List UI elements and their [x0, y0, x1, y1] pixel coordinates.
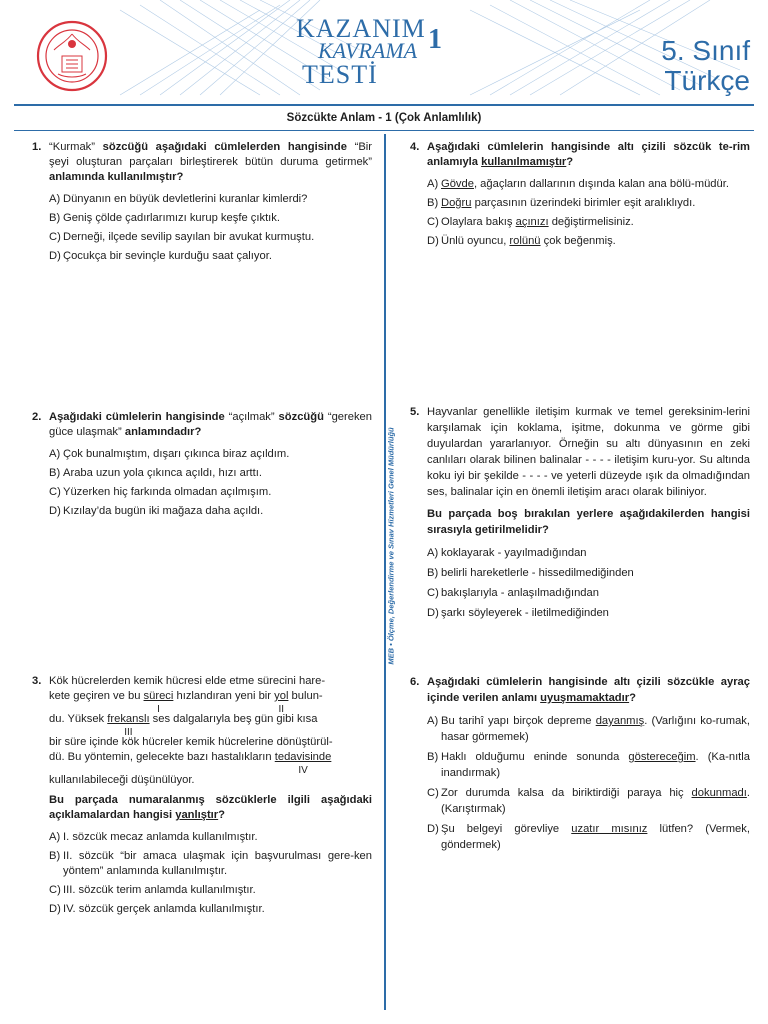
option-a[interactable]: A) Bu tarihî yapı birçok depreme dayanmış. (Varlığını ko-rumak, hasar görmemek): [427, 715, 750, 743]
option-a[interactable]: A) koklayarak - yayılmadığından: [427, 547, 587, 559]
option-d[interactable]: D) Şu belgeyi görevliye uzatır mısınız lütfen? (Vermek, göndermek): [427, 823, 750, 851]
option-b[interactable]: B) Haklı olduğumu eninde sonunda göstereceğim. (Ka-nıtla inandırmak): [427, 751, 750, 779]
option-b[interactable]: B) Geniş çölde çadırlarımızı kurup keşfe çıktık.: [49, 212, 280, 224]
passage-line: du. Yüksek frekanslı III ses dalgalarıyla beş gün gibi kısa: [49, 713, 318, 738]
option-d[interactable]: D) şarkı söyleyerek - iletilmediğinden: [427, 607, 609, 619]
roman-numeral: IV: [298, 765, 308, 776]
question-number: 6.: [410, 676, 420, 688]
option-d[interactable]: D) Ünlü oyuncu, rolünü çok beğenmiş.: [427, 235, 616, 247]
question-number: 5.: [410, 406, 420, 418]
option-d[interactable]: D) IV. sözcük gerçek anlamda kullanılmıştır.: [49, 903, 265, 915]
grade-subject: [661, 36, 750, 96]
roman-numeral: II: [278, 704, 285, 715]
header-rule: [14, 104, 754, 106]
kazanim-title-line2: KAVRAMA: [318, 38, 418, 63]
option-b[interactable]: B) II. sözcük “bir amaca ulaşmak için başvurulması gere-ken yöntem” anlamında kullanılmıştır.: [49, 850, 372, 877]
option-list: [49, 447, 372, 519]
option-b[interactable]: B) belirli hareketlerle - hissedilmediğinden: [427, 567, 634, 579]
question-number: 4.: [410, 141, 420, 153]
kazanim-title-line3: TESTİ: [302, 60, 378, 89]
option-a[interactable]: A) Çok bunalmıştım, dışarı çıkınca biraz açıldım.: [49, 448, 290, 460]
passage-line: kullanılabileceği düşünülüyor.: [49, 774, 195, 786]
option-d[interactable]: D) Kızılay’da bugün iki mağaza daha açıldı.: [49, 505, 264, 517]
question-number: 3.: [32, 675, 42, 687]
option-list: [427, 713, 750, 853]
option-c[interactable]: C) Olaylara bakış açınızı değiştirmelisiniz.: [427, 216, 634, 228]
question-stem: Aşağıdaki cümlelerin hangisinde altı çizili sözcük te-rim anlamıyla kullanılmamıştır?: [427, 141, 750, 168]
subject-label: Türkçe: [664, 65, 750, 96]
question-stem: “Kurmak” sözcüğü aşağıdaki cümlelerden hangisinde “Bir şeyi oluşturan parçaları birleştirerek bütün duruma getirmek” anlamında kullanılmıştır?: [49, 141, 372, 183]
marked-word-2: yol II: [274, 690, 289, 715]
roman-numeral: III: [124, 727, 133, 738]
option-d[interactable]: D) Çocukça bir sevinçle kurduğu saat çalıyor.: [49, 250, 272, 262]
grade-label: 5. Sınıf: [661, 35, 750, 66]
question-prompt: Bu parçada boş bırakılan yerlere aşağıdakilerden hangisi sırasıyla getirilmelidir?: [427, 508, 750, 536]
passage-line: kete geçiren ve bu süreci I hızlandıran yeni bir yol II bulun-: [49, 690, 323, 715]
option-list: [427, 177, 750, 249]
side-credit-text: MEB • Ölçme, Değerlendirme ve Sınav Hizmetleri Genel Müdürlüğü: [386, 427, 396, 665]
passage-line: Kök hücrelerden kemik hücresi elde etme sürecini hare-: [49, 675, 326, 687]
meb-logo: [36, 20, 108, 92]
option-a[interactable]: A) Dünyanın en büyük devletlerini kuranlar kimlerdi?: [49, 193, 308, 205]
section-rule: [14, 130, 754, 131]
section-title: Sözcükte Anlam - 1 (Çok Anlamlılık): [286, 112, 482, 124]
option-c[interactable]: C) Zor durumda kalsa da biriktirdiği paraya hiç dokunmadı. (Karıştırmak): [427, 787, 750, 815]
question-number: 1.: [32, 141, 42, 153]
column-divider: [384, 134, 386, 1010]
question-stem: Aşağıdaki cümlelerin hangisinde “açılmak” sözcüğü “gereken güce ulaşmak” anlamındadır?: [49, 411, 372, 438]
option-a[interactable]: A) Gövde, ağaçların dallarının dışında kalan ana bölü-müdür.: [427, 178, 729, 190]
option-list: [427, 545, 750, 621]
option-list: [49, 192, 372, 264]
option-c[interactable]: C) Yüzerken hiç farkında olmadan açılmışım.: [49, 486, 272, 498]
marked-word-1: süreci I: [143, 690, 174, 715]
option-list: [49, 830, 372, 917]
option-b[interactable]: B) Araba uzun yola çıkınca açıldı, hızı arttı.: [49, 467, 262, 479]
option-b[interactable]: B) Doğru parçasının üzerindeki birimler eşit aralıklıydı.: [427, 197, 696, 209]
question-prompt: Bu parçada numaralanmış sözcüklerle ilgili aşağıdaki açıklamalardan hangisi yanlıştır?: [49, 794, 372, 821]
option-c[interactable]: C) bakışlarıyla - anlaşılmadığından: [427, 587, 599, 599]
roman-numeral: I: [157, 704, 160, 715]
question-stem: Aşağıdaki cümlelerin hangisinde altı çizili sözcükle ayraç içinde verilen anlamı uyuşmamaktadır?: [427, 676, 750, 704]
option-c[interactable]: C) Derneği, ilçede sevilip sayılan bir avukat kurmuştu.: [49, 231, 315, 243]
option-a[interactable]: A) I. sözcük mecaz anlamda kullanılmıştır.: [49, 831, 258, 843]
passage-paragraph: Hayvanlar genellikle iletişim kurmak ve temel gereksinim-lerini karşılamak için koklama, işitme, dokunma ve görme gibi duyulardan yararlanıyor. Örneğin su altı dünyasının en zeki canlıları olarak bilinen balinalar - - - - iletişim kuru-yor. Su altında koku iyi bir şekilde - - - - ve yeterli düzeyde ışık da olmadığından ses, balinalar için en önemli iletişim aracı olarak biliniyor.: [427, 406, 750, 498]
marked-word-3: frekanslı III: [107, 713, 150, 738]
test-number: 1: [428, 24, 442, 55]
marked-word-4: tedavisinde IV: [274, 751, 332, 776]
option-c[interactable]: C) III. sözcük terim anlamda kullanılmıştır.: [49, 884, 256, 896]
passage-line: bir süre içinde kök hücreler kemik hücrelerine dönüştürül-: [49, 736, 333, 748]
passage-line: dü. Bu yöntemin, gelecekte bazı hastalıkların tedavisinde IV: [49, 751, 332, 776]
kazanim-title-line1: KAZANIM: [296, 14, 426, 43]
question-number: 2.: [32, 411, 42, 423]
